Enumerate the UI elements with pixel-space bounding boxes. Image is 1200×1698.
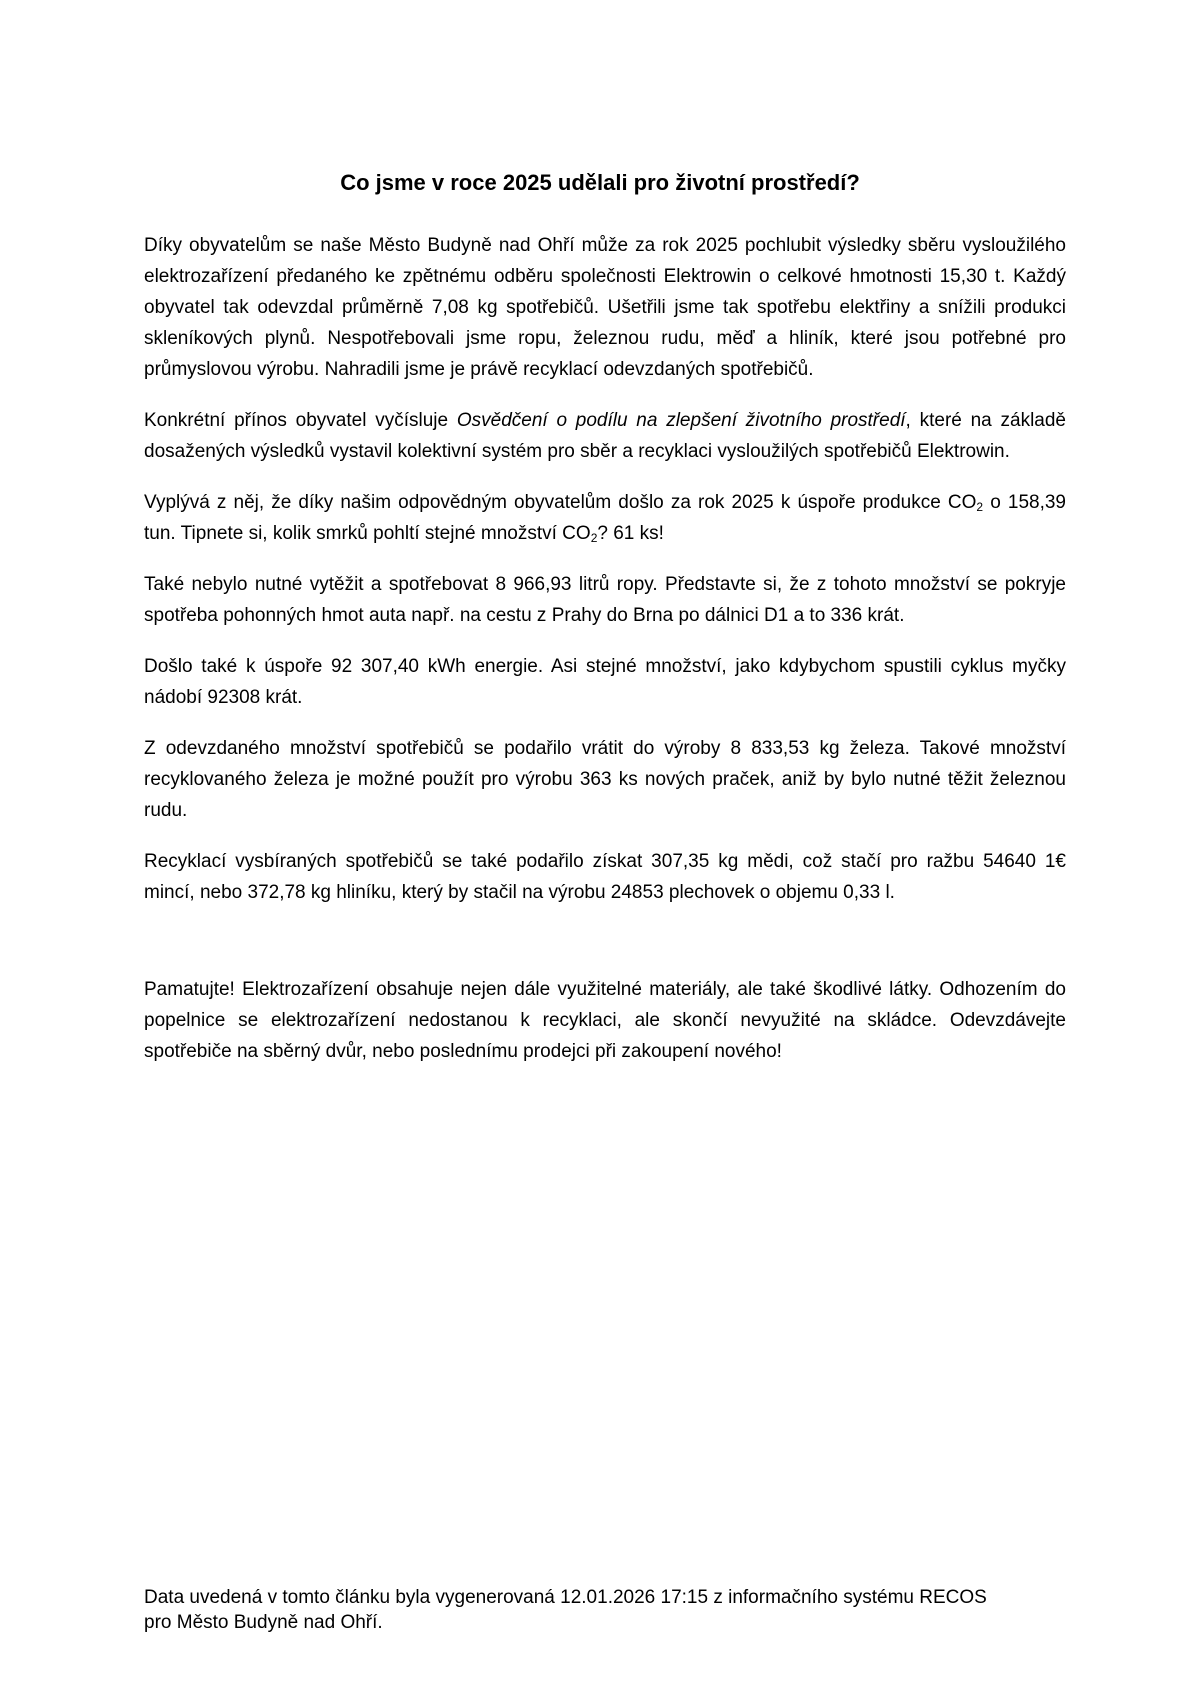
paragraph-certificate — [144, 405, 1066, 467]
co2-text-part-2: o 158,39 tun. Tipnete si, kolik smrků pohltí stejné množství CO — [144, 492, 1066, 544]
footer-note — [144, 1585, 1066, 1635]
footer-line-1: Data uvedená v tomto článku byla vygenerovaná 12.01.2026 17:15 z informačního systému RECOS — [144, 1587, 987, 1608]
paragraph-collection-results: Díky obyvatelům se naše Město Budyně nad Ohří může za rok 2025 pochlubit výsledky sběru vysloužilého elektrozařízení předaného ke zpětnému odběru společnosti Elektrowin o celkové hmotnosti 15,30 t. Každý obyvatel tak odevzdal průměrně 7,08 kg spotřebičů. Ušetřili jsme tak spotřebu elektřiny a snížili produkci skleníkových plynů. Nespotřebovali jsme ropu, železnou rudu, měď a hliník, které jsou potřebné pro průmyslovou výrobu. Nahradili jsme je právě recyklací odevzdaných spotřebičů. — [144, 235, 1066, 380]
paragraph-co2-savings — [144, 487, 1066, 549]
paragraph-certificate-text-start: Konkrétní přínos obyvatel vyčísluje — [144, 410, 457, 431]
co2-text-part-3: ? 61 ks! — [597, 523, 664, 544]
paragraph-reminder: Pamatujte! Elektrozařízení obsahuje nejen dále využitelné materiály, ale také škodlivé látky. Odhozením do popelnice se elektrozařízení nedostanou k recyklaci, ale skončí nevyužité na skládce. Odevzdávejte spotřebiče na sběrný dvůr, nebo poslednímu prodejci při zakoupení nového! — [144, 979, 1066, 1062]
co2-text-part-1: Vyplývá z něj, že díky našim odpovědným obyvatelům došlo za rok 2025 k úspoře produkce CO — [144, 492, 977, 513]
paragraph-copper-aluminium: Recyklací vysbíraných spotřebičů se také podařilo získat 307,35 kg mědi, což stačí pro ražbu 54640 1€ mincí, nebo 372,78 kg hliníku, který by stačil na výrobu 24853 plechovek o objemu 0,33 l. — [144, 851, 1066, 903]
article-body — [144, 230, 1066, 1087]
document-title: Co jsme v roce 2025 udělali pro životní prostředí? — [340, 170, 860, 195]
paragraph-energy-savings: Došlo také k úspoře 92 307,40 kWh energie. Asi stejné množství, jako kdybychom spustili cyklus myčky nádobí 92308 krát. — [144, 656, 1066, 708]
paragraph-certificate-text-end: , které na základě dosažených výsledků vystavil kolektivní systém pro sběr a recyklaci vysloužilých spotřebičů Elektrowin. — [144, 410, 1066, 462]
co2-subscript: 2 — [976, 500, 984, 514]
paragraph-oil-savings: Také nebylo nutné vytěžit a spotřebovat 8 966,93 litrů ropy. Představte si, že z tohoto množství se pokryje spotřeba pohonných hmot auta např. na cestu z Prahy do Brna po dálnici D1 a to 336 krát. — [144, 574, 1066, 626]
certificate-name: Osvědčení o podílu na zlepšení životního prostředí — [456, 410, 906, 431]
footer-line-2: pro Město Budyně nad Ohří. — [144, 1612, 383, 1633]
co2-subscript: 2 — [590, 531, 598, 545]
paragraph-iron-recovery: Z odevzdaného množství spotřebičů se podařilo vrátit do výroby 8 833,53 kg železa. Takové množství recyklovaného železa je možné použít pro výrobu 363 ks nových praček, aniž by bylo nutné těžit železnou rudu. — [144, 738, 1066, 821]
